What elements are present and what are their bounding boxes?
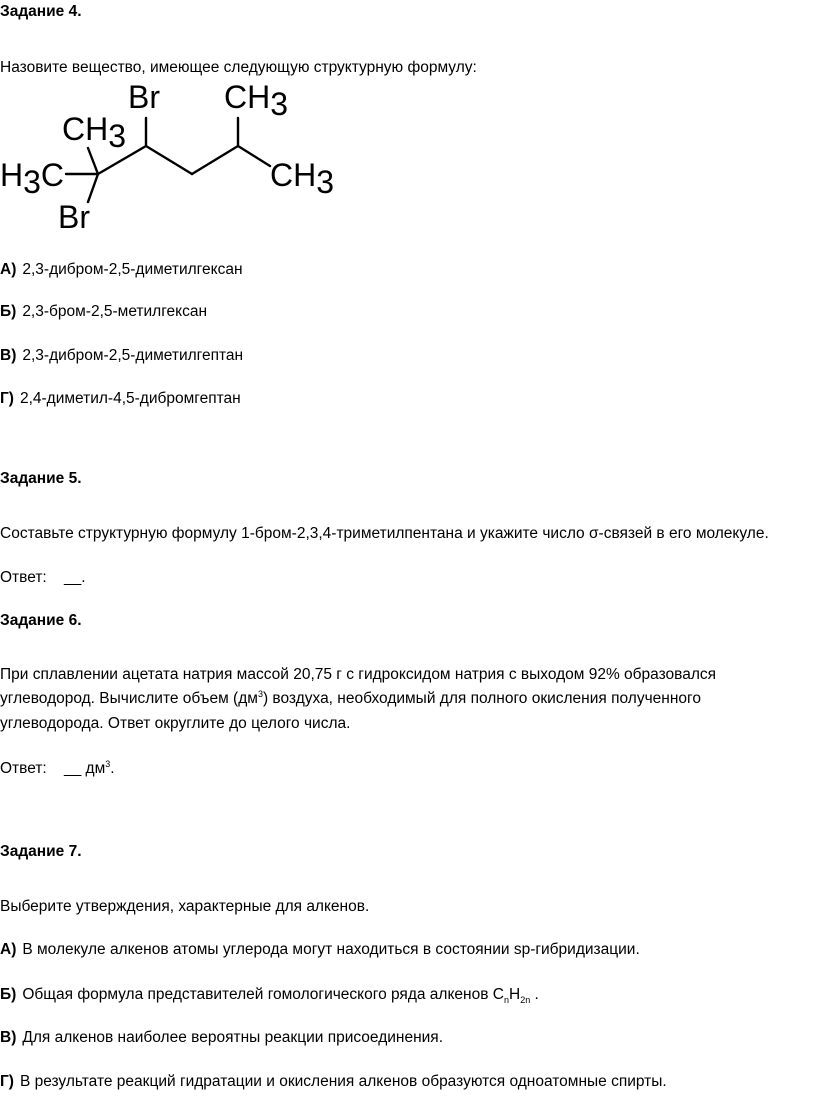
task6-title: Задание 6. [0,612,82,629]
task4-option-c: В) 2,3-дибром-2,5-диметилгептан [0,347,244,364]
h3c-left-label: H3C [0,157,65,200]
task4-option-b: Б) 2,3-бром-2,5-метилгексан [0,303,208,320]
task7-title: Задание 7. [0,843,82,860]
task4-question: Назовите вещество, имеющее следующую структурную формулу: [0,59,477,76]
br-bottom-label: Br [58,199,90,235]
task5-answer-blank: __. [63,569,86,586]
task7-option-a: А) В молекуле алкенов атомы углерода могут находиться в состоянии sp-гибридизации. [0,941,640,958]
bond-c3-c4 [146,146,192,174]
task6-question-line3: углеводорода. Ответ округлите до целого числа. [0,715,351,732]
task6-question-line2: углеводород. Вычислите объем $(дм^3)$ воздуха, необходимый для полного окисления полученного [0,688,701,707]
task7-question: Выберите утверждения, характерные для алкенов. [0,898,370,915]
task4-option-a: А) 2,3-дибром-2,5-диметилгексан [0,261,243,278]
ch3-right-label: CH3 [270,157,335,200]
bond-c4-c5 [192,146,238,174]
task7-option-b: Б) Общая формула представителей гомологического ряда алкенов $C_nH_{2n}$ . [0,986,539,1006]
task5-question: Составьте структурную формулу 1-бром-2,3,4-триметилпентана и укажите число σ-связей в его молекуле. [0,525,769,542]
bond-c5-ch3-right [238,146,270,166]
ch3-upper-left-label: CH3 [62,111,127,154]
task5-answer: Ответ: __. [0,569,86,586]
task4-title: Задание 4. [0,3,82,20]
task7-option-c: В) Для алкенов наиболее вероятны реакции присоединения. [0,1029,444,1046]
ch3-top-right-label: CH3 [224,79,289,122]
task6-question-line1: При сплавлении ацетата натрия массой 20,75 г с гидроксидом натрия с выходом 92% образовался [0,666,717,683]
bond-c2-ch3 [88,148,98,174]
structural-formula [0,78,360,238]
task6-answer-blank: __ [63,760,82,777]
task6-answer: Ответ: __ $дм^3$. [0,758,115,777]
task5-title: Задание 5. [0,470,82,487]
task7-option-d: Г) В результате реакций гидратации и окисления алкенов образуются одноатомные спирты. [0,1073,667,1090]
bond-c2-br [88,174,98,202]
task4-option-d: Г) 2,4-диметил-4,5-дибромгептан [0,390,241,407]
br-top-label: Br [128,79,160,115]
